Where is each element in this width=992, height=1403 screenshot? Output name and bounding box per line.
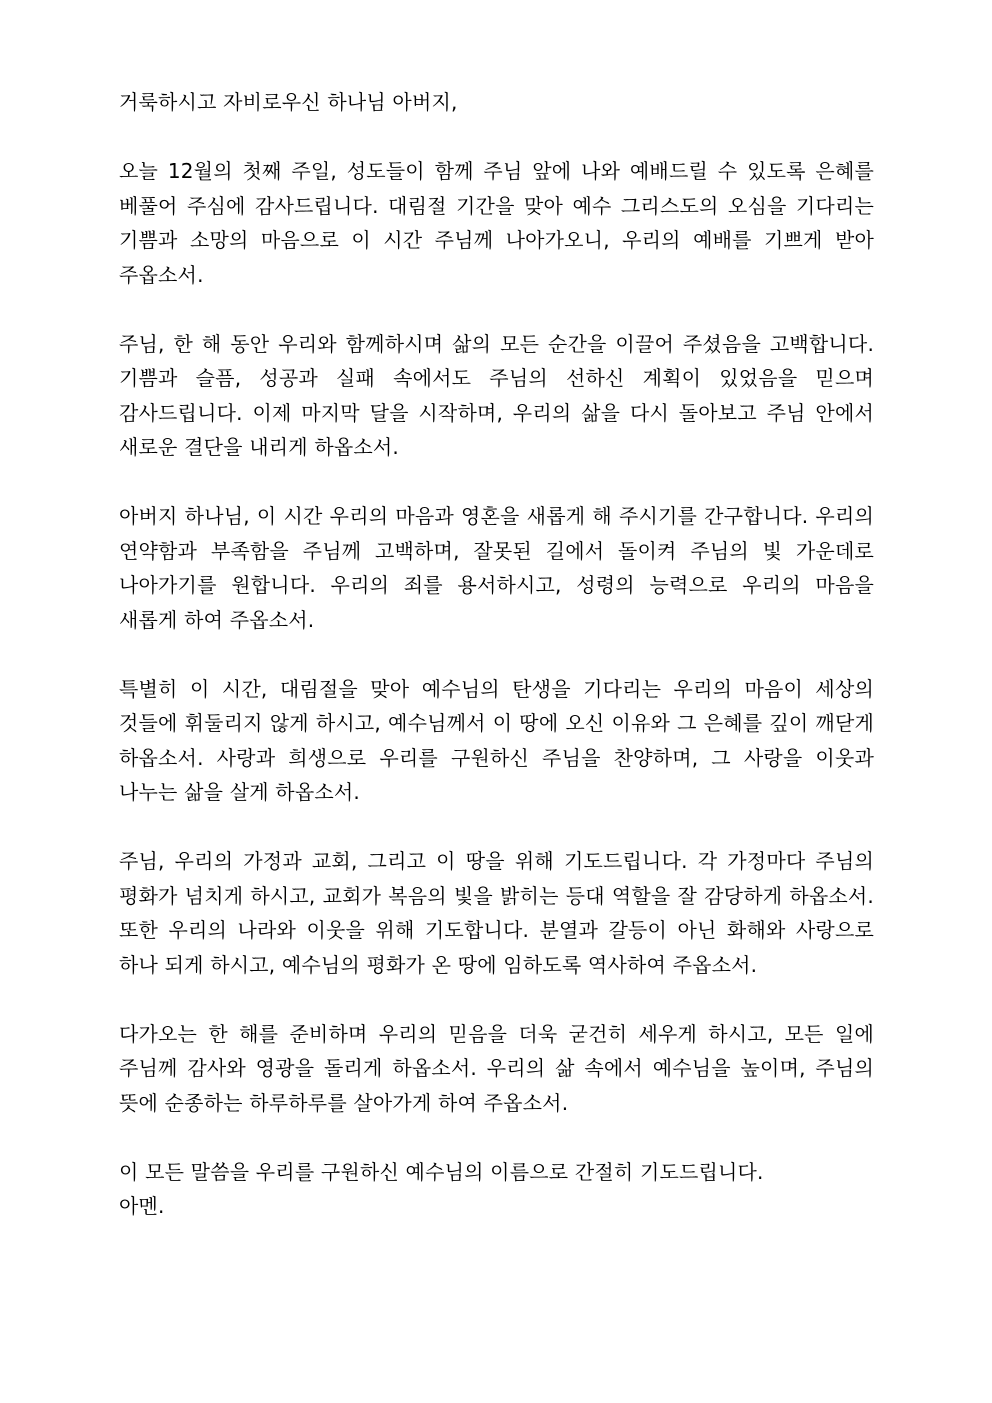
- paragraph-5: 주님, 우리의 가정과 교회, 그리고 이 땅을 위해 기도드립니다. 각 가정마다 주님의 평화가 넘치게 하시고, 교회가 복음의 빛을 밝히는 등대 역할을 잘 감당하게 하옵소서. 또한 우리의 나라와 이웃을 위해 기도합니다. 분열과 갈등이 아닌 화해와 사랑으로 하나 되게 하시고, 예수님의 평화가 온 땅에 임하도록 역사하여 주옵소서.: [119, 849, 874, 977]
- closing-line: 이 모든 말씀을 우리를 구원하신 예수님의 이름으로 간절히 기도드립니다.: [119, 1159, 764, 1184]
- paragraph-6: 다가오는 한 해를 준비하며 우리의 믿음을 더욱 굳건히 세우게 하시고, 모든 일에 주님께 감사와 영광을 돌리게 하옵소서. 우리의 삶 속에서 예수님을 높이며, 주님의 뜻에 순종하는 하루하루를 살아가게 하여 주옵소서.: [119, 1021, 874, 1115]
- amen-line: 아멘.: [119, 1194, 165, 1218]
- salutation: 거룩하시고 자비로우신 하나님 아버지,: [119, 90, 458, 114]
- prayer-text: [119, 85, 874, 1224]
- paragraph-1: 오늘 12월의 첫째 주일, 성도들이 함께 주님 앞에 나와 예배드릴 수 있도록 은혜를 베풀어 주심에 감사드립니다. 대림절 기간을 맞아 예수 그리스도의 오심을 기다리는 기쁨과 소망의 마음으로 이 시간 주님께 나아가오니, 우리의 예배를 기쁘게 받아 주옵소서.: [119, 159, 874, 287]
- paragraph-4: 특별히 이 시간, 대림절을 맞아 예수님의 탄생을 기다리는 우리의 마음이 세상의 것들에 휘둘리지 않게 하시고, 예수님께서 이 땅에 오신 이유와 그 은혜를 깊이 깨닫게 하옵소서. 사랑과 희생으로 우리를 구원하신 주님을 찬양하며, 그 사랑을 이웃과 나누는 삶을 살게 하옵소서.: [119, 676, 874, 804]
- paragraph-3: 아버지 하나님, 이 시간 우리의 마음과 영혼을 새롭게 해 주시기를 간구합니다. 우리의 연약함과 부족함을 주님께 고백하며, 잘못된 길에서 돌이켜 주님의 빛 가운데로 나아가기를 원합니다. 우리의 죄를 용서하시고, 성령의 능력으로 우리의 마음을 새롭게 하여 주옵소서.: [119, 504, 874, 632]
- paragraph-2: 주님, 한 해 동안 우리와 함께하시며 삶의 모든 순간을 이끌어 주셨음을 고백합니다. 기쁨과 슬픔, 성공과 실패 속에서도 주님의 선하신 계획이 있었음을 믿으며 감사드립니다. 이제 마지막 달을 시작하며, 우리의 삶을 다시 돌아보고 주님 안에서 새로운 결단을 내리게 하옵소서.: [119, 331, 874, 459]
